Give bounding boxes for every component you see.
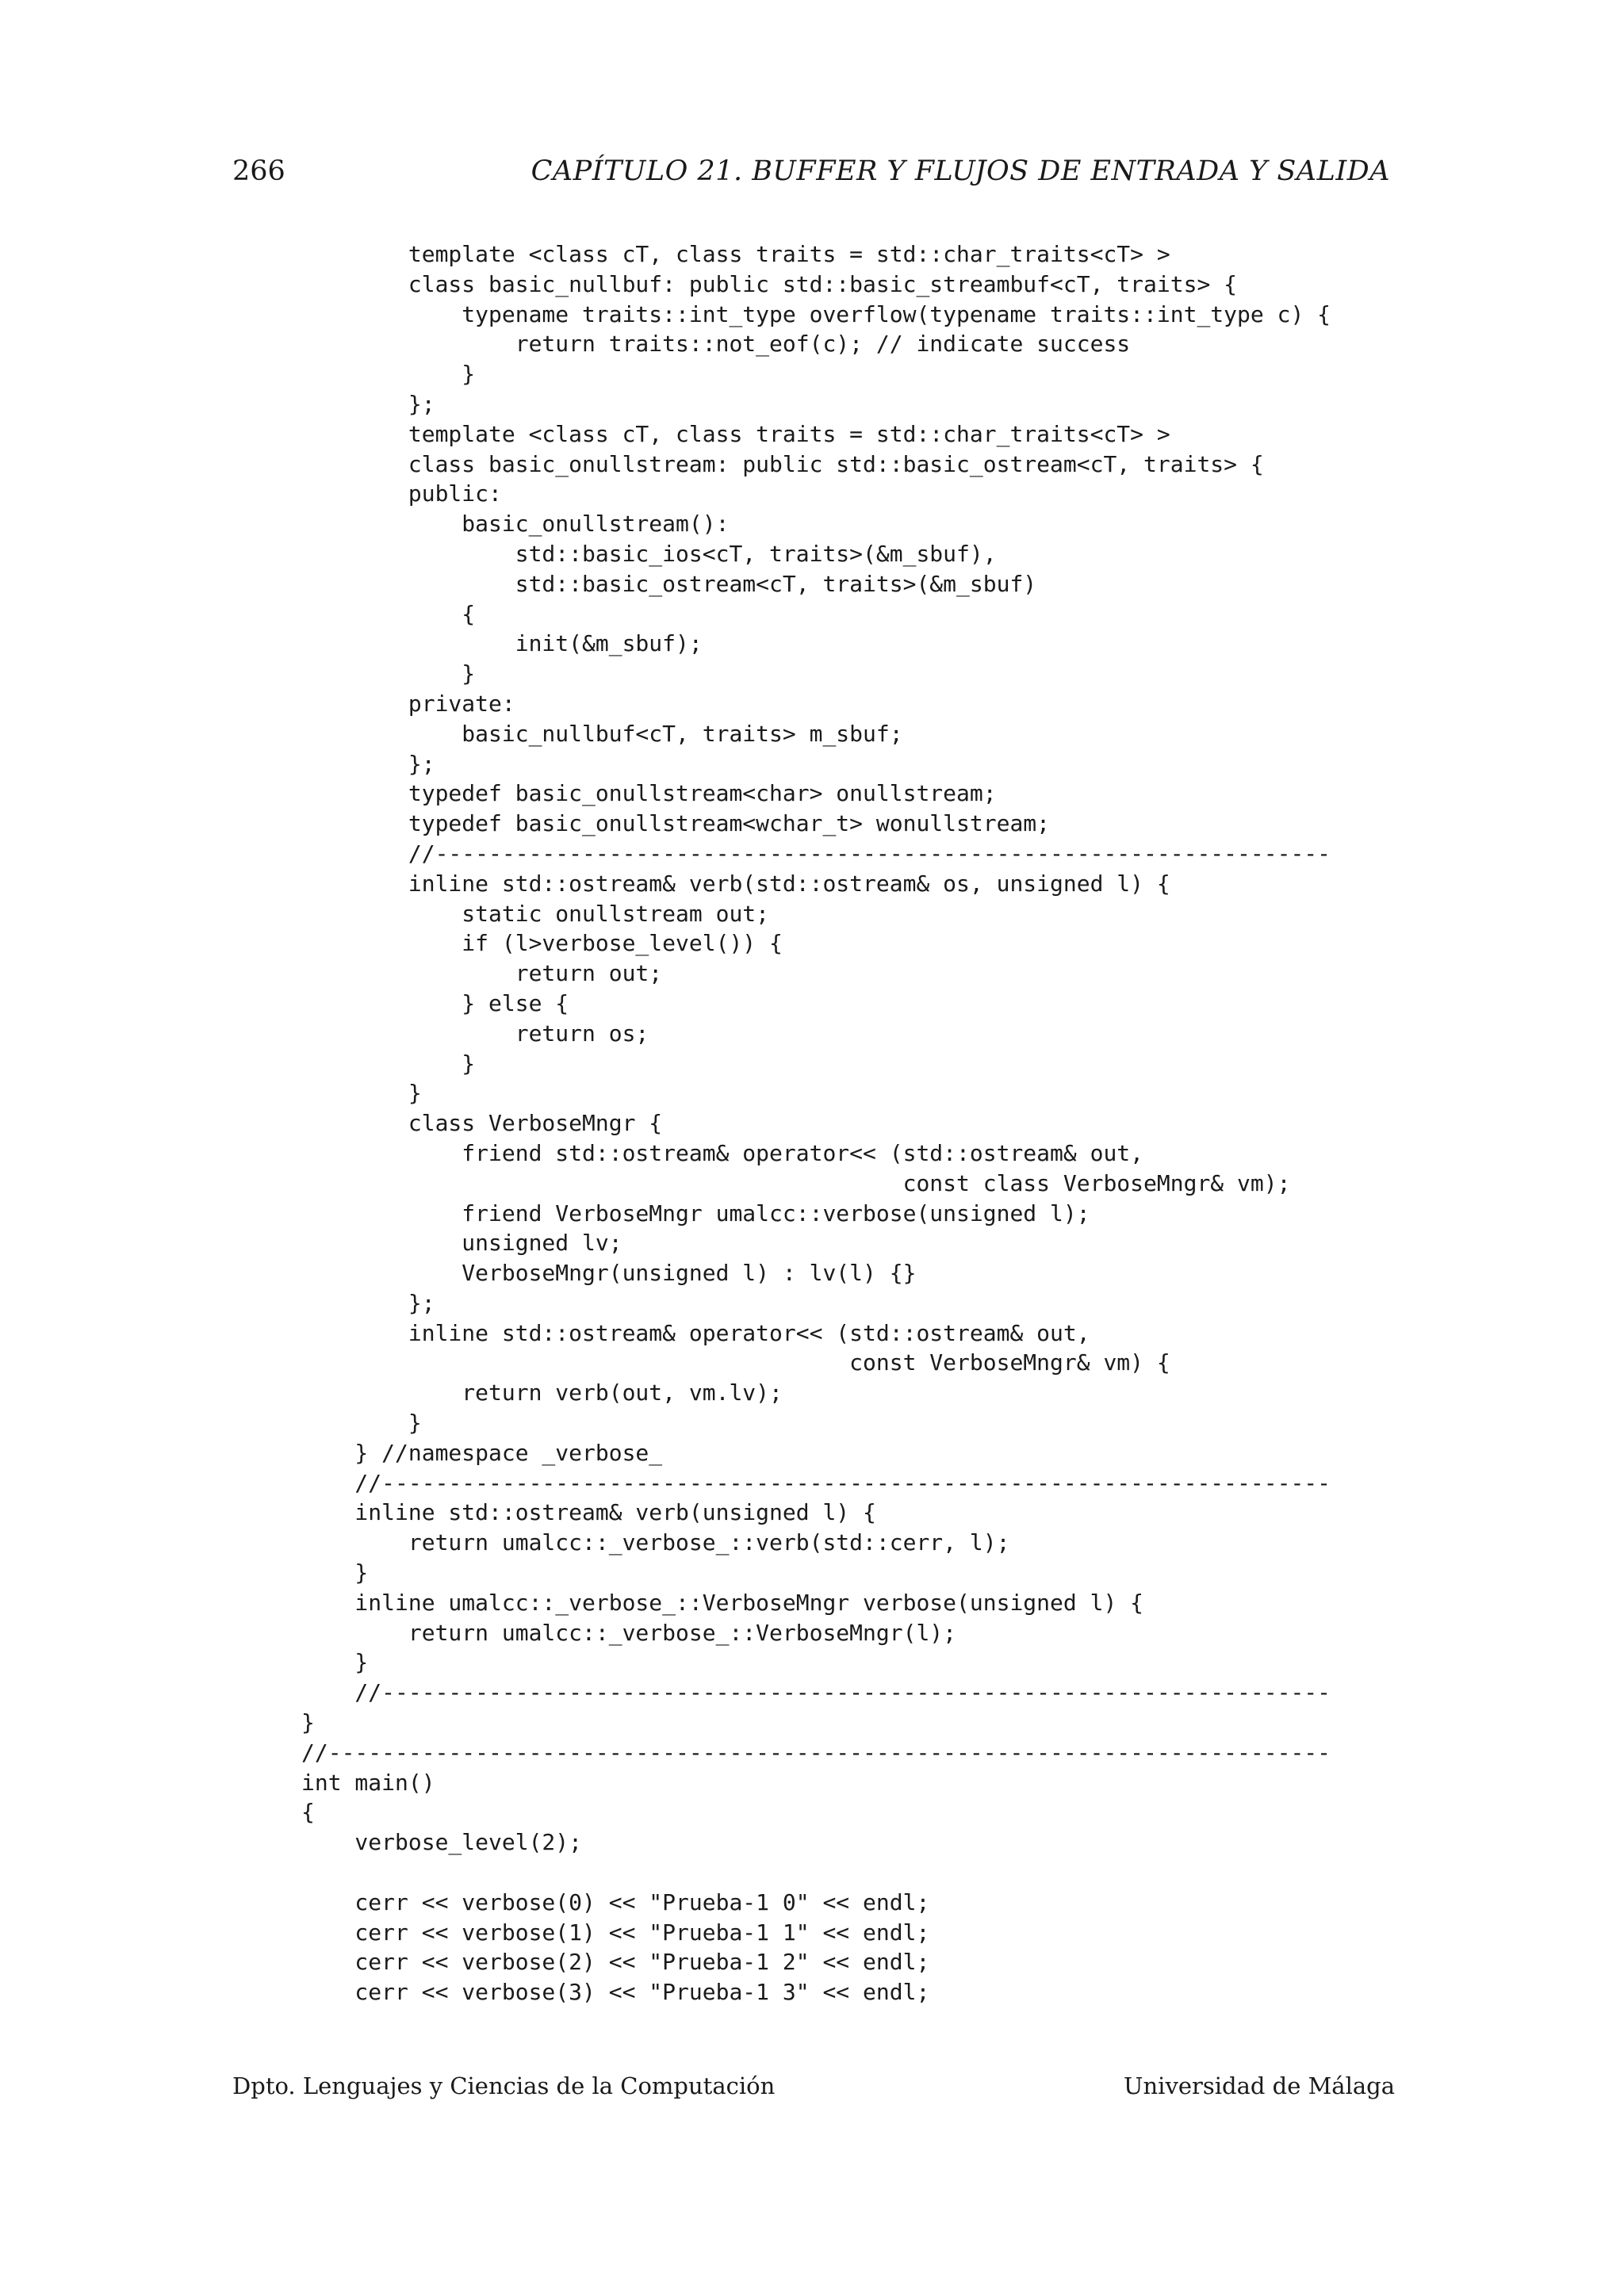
footer-department: Dpto. Lenguajes y Ciencias de la Computación (232, 2072, 776, 2099)
code-line: friend std::ostream& operator<< (std::ostream& out, (301, 1139, 1144, 1166)
code-line: int main() (301, 1769, 435, 1796)
code-line: { (301, 600, 476, 627)
code-line: const class VerboseMngr& vm); (301, 1169, 1291, 1196)
code-line: //----------------------------------------------------------------------- (301, 1679, 1331, 1706)
code-line: static onullstream out; (301, 900, 770, 927)
code-line: basic_nullbuf<cT, traits> m_sbuf; (301, 720, 903, 747)
code-line: if (l>verbose_level()) { (301, 930, 783, 957)
code-line: inline std::ostream& verb(std::ostream& os, unsigned l) { (301, 870, 1170, 897)
code-line: //--------------------------------------------------------------------------- (301, 1739, 1331, 1766)
code-line: const VerboseMngr& vm) { (301, 1349, 1170, 1376)
code-line: { (301, 1799, 315, 1826)
code-line: return umalcc::_verbose_::verb(std::cerr, l); (301, 1529, 1010, 1556)
code-line: return umalcc::_verbose_::VerboseMngr(l); (301, 1619, 957, 1646)
page-number: 266 (232, 155, 285, 187)
code-line: unsigned lv; (301, 1230, 622, 1257)
code-line: } (301, 1649, 369, 1676)
code-line: VerboseMngr(unsigned l) : lv(l) {} (301, 1260, 917, 1287)
code-line: //----------------------------------------------------------------------- (301, 1469, 1331, 1496)
code-line: template <class cT, class traits = std::char_traits<cT> > (301, 241, 1170, 267)
code-line (301, 1858, 1331, 1888)
code-line: basic_onullstream(): (301, 511, 730, 538)
code-line: inline std::ostream& operator<< (std::ostream& out, (301, 1319, 1090, 1346)
code-line: } (301, 1410, 422, 1437)
chapter-title: CAPÍTULO 21. BUFFER Y FLUJOS DE ENTRADA Y SALIDA (530, 155, 1390, 187)
code-line: private: (301, 690, 515, 717)
code-line: typedef basic_onullstream<char> onullstream; (301, 780, 997, 807)
code-line: } (301, 1080, 422, 1107)
code-line: cerr << verbose(0) << "Prueba-1 0" << endl; (301, 1888, 930, 1915)
code-line: template <class cT, class traits = std::char_traits<cT> > (301, 420, 1170, 447)
code-line: inline std::ostream& verb(unsigned l) { (301, 1499, 876, 1526)
code-line: verbose_level(2); (301, 1829, 583, 1856)
code-line: inline umalcc::_verbose_::VerboseMngr verbose(unsigned l) { (301, 1589, 1144, 1616)
code-line: public: (301, 480, 502, 507)
code-line: } (301, 361, 476, 388)
code-line: } else { (301, 989, 569, 1016)
code-line: return verb(out, vm.lv); (301, 1380, 783, 1406)
code-line: cerr << verbose(2) << "Prueba-1 2" << endl; (301, 1949, 930, 1976)
code-line: init(&m_sbuf); (301, 630, 703, 657)
code-listing (301, 239, 1331, 2007)
code-line: cerr << verbose(1) << "Prueba-1 1" << endl; (301, 1919, 930, 1946)
code-line: friend VerboseMngr umalcc::verbose(unsigned l); (301, 1200, 1090, 1226)
code-line: std::basic_ios<cT, traits>(&m_sbuf), (301, 540, 997, 567)
code-line: typedef basic_onullstream<wchar_t> wonullstream; (301, 810, 1051, 837)
code-line: } (301, 1709, 315, 1736)
code-line: } (301, 660, 476, 687)
footer-university: Universidad de Málaga (1124, 2072, 1395, 2099)
page-header (232, 155, 1390, 193)
code-line: cerr << verbose(3) << "Prueba-1 3" << endl; (301, 1979, 930, 2006)
code-line: class VerboseMngr { (301, 1110, 663, 1137)
code-line: class basic_onullstream: public std::basic_ostream<cT, traits> { (301, 450, 1264, 477)
code-line: } //namespace _verbose_ (301, 1439, 663, 1466)
code-line: typename traits::int_type overflow(typename traits::int_type c) { (301, 300, 1331, 327)
code-line: class basic_nullbuf: public std::basic_streambuf<cT, traits> { (301, 270, 1238, 297)
code-line: }; (301, 1289, 435, 1316)
code-line: return out; (301, 960, 663, 987)
code-line: return os; (301, 1020, 649, 1047)
code-line: } (301, 1050, 476, 1077)
code-line: //------------------------------------------------------------------- (301, 840, 1331, 867)
code-line: }; (301, 750, 435, 777)
code-line: }; (301, 390, 435, 417)
code-line: std::basic_ostream<cT, traits>(&m_sbuf) (301, 570, 1037, 597)
page-footer (232, 2072, 1395, 2107)
code-line: } (301, 1559, 369, 1586)
code-line: return traits::not_eof(c); // indicate success (301, 331, 1131, 358)
